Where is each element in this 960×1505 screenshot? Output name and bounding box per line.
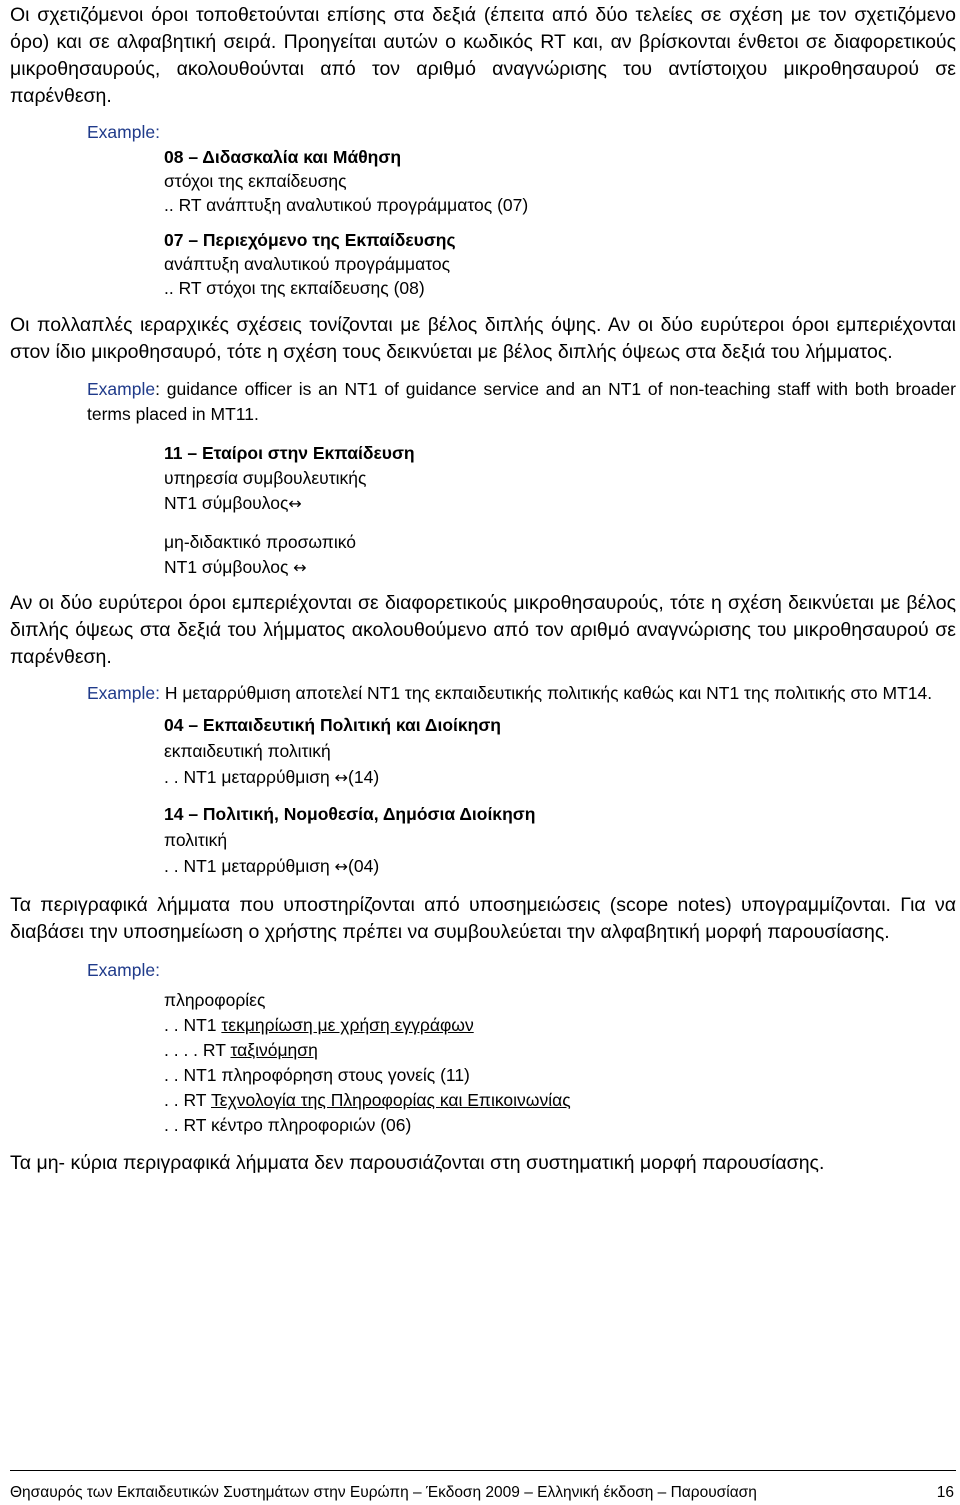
entry-related: .. RT στόχοι της εκπαίδευσης (08) bbox=[164, 278, 425, 298]
relation-prefix: . . NT1 bbox=[164, 1065, 222, 1085]
example1-entry-08 bbox=[164, 145, 956, 217]
example-label-4: Example: bbox=[87, 960, 160, 980]
underlined-term: ταξινόμηση bbox=[230, 1040, 318, 1060]
entry-related: .. RT ανάπτυξη αναλυτικού προγράμματος (07) bbox=[164, 195, 529, 215]
entry-term: υπηρεσία συμβουλευτικής bbox=[164, 468, 367, 488]
page-footer bbox=[10, 1470, 956, 1503]
list-item bbox=[164, 1088, 956, 1113]
example-label-3: Example: bbox=[87, 683, 160, 703]
entry-heading: 04 – Εκπαιδευτική Πολιτική και Διοίκηση bbox=[164, 715, 501, 735]
plain-term: πληροφόρηση στους γονείς (11) bbox=[221, 1065, 470, 1085]
relation-prefix: . . NT1 bbox=[164, 1015, 222, 1035]
entry-term: πληροφορίες bbox=[164, 990, 266, 1010]
example2-body: : guidance officer is an NT1 of guidance service and an NT1 of non-teaching staff with both broader terms placed in MT11. bbox=[87, 379, 956, 424]
example3-text bbox=[87, 681, 956, 706]
entry-term: μη-διδακτικό προσωπικό bbox=[164, 532, 357, 552]
double-arrow-icon: ↔ bbox=[288, 494, 302, 513]
example3-entry-04 bbox=[164, 712, 956, 791]
list-item bbox=[164, 1038, 956, 1063]
example-label-2: Example bbox=[87, 379, 156, 399]
document-page bbox=[10, 0, 956, 1177]
relation-prefix: . . . . RT bbox=[164, 1040, 231, 1060]
entry-term: στόχοι της εκπαίδευσης bbox=[164, 171, 347, 191]
list-item bbox=[164, 1113, 956, 1138]
entry-narrower bbox=[164, 764, 956, 791]
entry-term: πολιτική bbox=[164, 830, 228, 850]
entry-heading: 07 – Περιεχόμενο της Εκπαίδευσης bbox=[164, 230, 456, 250]
relation-prefix: . . RT bbox=[164, 1115, 212, 1135]
entry-heading: 11 – Εταίροι στην Εκπαίδευση bbox=[164, 443, 415, 463]
mt-code: (14) bbox=[348, 767, 380, 787]
example2-text bbox=[87, 377, 956, 427]
paragraph-scope-notes: Τα περιγραφικά λήμματα που υποστηρίζονται από υποσημειώσεις (scope notes) υπογραμμίζονται. Για να διαβάσει την υποσημείωση ο χρήστης πρέπει να συμβουλεύεται την αλφαβητική μορφή παρουσίασης. bbox=[10, 894, 956, 943]
example2-entry-11 bbox=[164, 441, 956, 580]
intro-paragraph: Οι σχετιζόμενοι όροι τοποθετούνται επίσης στα δεξιά (έπειτα από δύο τελείες σε σχέση με τον σχετιζόμενο όρο) και σε αλφαβητική σειρά. Προηγείται αυτών ο κωδικός RT και, αν βρίσκονται ένθετοι σε διαφορετικούς μικροθησαυρούς, ακολουθούνται από τον αριθμό αναγνώρισης του αντίστοιχου μικροθησαυρού σε παρένθεση. bbox=[10, 4, 956, 107]
nt1-text: NT1 σύμβουλος bbox=[164, 493, 289, 513]
plain-term: κέντρο πληροφοριών (06) bbox=[211, 1115, 412, 1135]
entry-term: εκπαιδευτική πολιτική bbox=[164, 741, 331, 761]
double-arrow-icon: ↔ bbox=[334, 857, 349, 876]
list-item bbox=[164, 1063, 956, 1088]
nt1-text: NT1 σύμβουλος bbox=[164, 557, 294, 577]
example3-body: Η μεταρρύθμιση αποτελεί NT1 της εκπαιδευτικής πολιτικής καθώς και NT1 της πολιτικής στο MT14. bbox=[159, 683, 933, 703]
example3-entry-14 bbox=[164, 801, 956, 880]
entry-term: ανάπτυξη αναλυτικού προγράμματος bbox=[164, 254, 451, 274]
entry-heading: 14 – Πολιτική, Νομοθεσία, Δημόσια Διοίκηση bbox=[164, 804, 536, 824]
nt1-text: . . NT1 μεταρρύθμιση bbox=[164, 856, 335, 876]
relation-prefix: . . RT bbox=[164, 1090, 212, 1110]
underlined-term: Τεχνολογία της Πληροφορίας και Επικοινωνίας bbox=[211, 1090, 571, 1110]
list-item bbox=[164, 1013, 956, 1038]
example4-entry bbox=[164, 988, 956, 1138]
paragraph-polyhierarchy: Οι πολλαπλές ιεραρχικές σχέσεις τονίζονται με βέλος διπλής όψης. Αν οι δύο ευρύτεροι όροι εμπεριέχονται στον ίδιο μικροθησαυρό, τότε η σχέση τους δεικνύεται με βέλος διπλής όψεως στα δεξιά του λήμματος. bbox=[10, 314, 956, 363]
footer-text: Θησαυρός των Εκπαιδευτικών Συστημάτων στην Ευρώπη – Έκδοση 2009 – Ελληνική έκδοση – Παρουσίαση bbox=[10, 1484, 757, 1501]
entry-narrower bbox=[164, 555, 956, 580]
entry-narrower bbox=[164, 853, 956, 880]
double-arrow-icon: ↔ bbox=[293, 558, 307, 577]
page-number: 16 bbox=[936, 1484, 954, 1501]
entry-narrower bbox=[164, 491, 956, 516]
example-label-1: Example: bbox=[87, 122, 160, 142]
underlined-term: τεκμηρίωση με χρήση εγγράφων bbox=[221, 1015, 474, 1035]
paragraph-non-descriptors: Τα μη- κύρια περιγραφικά λήμματα δεν παρουσιάζονται στη συστηματική μορφή παρουσίασης. bbox=[10, 1152, 825, 1174]
example1-entry-07 bbox=[164, 228, 956, 300]
mt-code: (04) bbox=[348, 856, 380, 876]
entry-heading: 08 – Διδασκαλία και Μάθηση bbox=[164, 147, 402, 167]
nt1-text: . . NT1 μεταρρύθμιση bbox=[164, 767, 335, 787]
paragraph-different-microthesauri: Αν οι δύο ευρύτεροι όροι εμπεριέχονται σε διαφορετικούς μικροθησαυρούς, τότε η σχέση δεικνύεται με βέλος διπλής όψεως στα δεξιά του λήμματος ακολουθούμενο από τον αριθμό αναγνώρισης του μικροθησαυρού σε παρένθεση. bbox=[10, 592, 956, 668]
double-arrow-icon: ↔ bbox=[334, 768, 349, 787]
